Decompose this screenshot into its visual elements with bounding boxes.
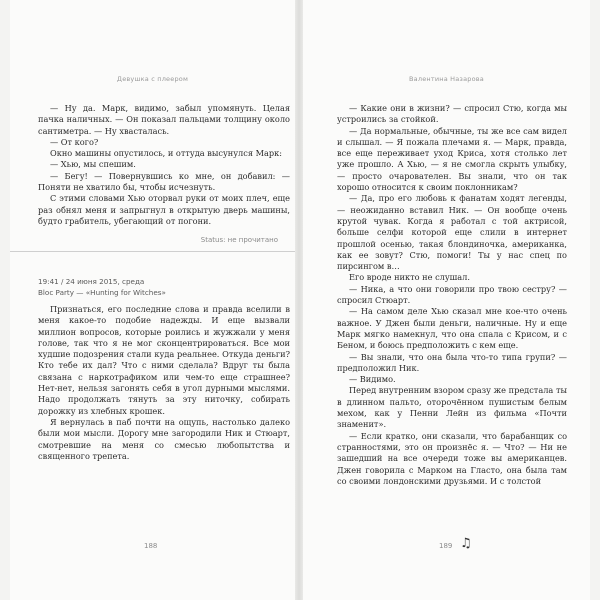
paragraph: Окно машины опустилось, и оттуда высунулся Марк: — [50, 148, 282, 159]
music-note-icon: ♫ — [460, 536, 472, 551]
paragraph: — Да нормальные, обычные, ты же все сам видел и слышал. — Я пожала плечами я. — Марк, правда, все еще переживает уход Криса, хотя столько лет уже прошло. А Хью, — я не смогла скрыть улыбку, — просто очарователен. Вы знали, что он так хорошо относится к своим поклонникам? — [337, 125, 567, 193]
paragraph: Его вроде никто не слушал. — [349, 272, 470, 283]
post-time: 19:41 / 24 июня 2015, среда — [38, 277, 145, 286]
paragraph: Признаться, его последние слова и правда вселили в меня какое-то подобие надежды. И еще вызвали миллион вопросов, которые роились и жужжали у меня голове, так что я не мог сконцентрироваться. Все мои худшие подозрения стали куда реальнее. Откуда деньги? Кто тебе их дал? Что с ними сделала? Вдруг ты была связана с наркотрафиком или чем-то еще страшнее? Нет-нет, нельзя загонять себя в угол дурными мыслями. Надо продолжать тянуть за эту ниточку, собирать дорожку из хлебных крошек. — [38, 304, 290, 416]
post-meta — [38, 276, 166, 298]
paragraph: — Ну да. Марк, видимо, забыл упомянуть. Целая пачка наличных. — Он показал пальцами толщину около сантиметра. — Ну хвасталась. — [38, 103, 290, 136]
paragraph: — Бегу! — Повернувшись ко мне, он добавил: — Поняти не хватило бы, чтобы исчезнуть. — [38, 170, 290, 193]
paragraph: — На самом деле Хью сказал мне кое-что очень важное. У Джен были деньги, наличные. Ну и еще Марк мягко намекнул, что она спала с Крисом, и с Беном, и боюсь предположить с кем еще. — [337, 306, 567, 351]
section-divider — [10, 251, 295, 252]
status-label: Status: не прочитано — [200, 236, 278, 244]
left-text-block-2 — [38, 304, 290, 462]
left-page — [10, 0, 295, 600]
paragraph: — Вы знали, что она была что-то типа групи? — предположил Ник. — [337, 351, 567, 373]
paragraph: — Ника, а что они говорили про твою сестру? — спросил Стюарт. — [337, 283, 567, 306]
paragraph: — От кого? — [50, 136, 99, 147]
paragraph: Перед внутренним взором сразу же предстала ты в длинном пальто, оторочённом пушистым белым мехом, как у Пенни Лейн из фильма «Почти знаменит». — [337, 385, 567, 430]
running-head-right: Валентина Назарова — [409, 75, 484, 83]
paragraph: С этими словами Хью оторвал руки от моих плеч, еще раз обнял меня и запрыгнул в открытую дверь машины, будто грабитель, убегающий от погони. — [38, 193, 290, 226]
paragraph: — Какие они в жизни? — спросил Стю, когда мы устроились за стойкой. — [337, 103, 567, 125]
paragraph: — Если кратко, они сказали, что барабанщик со странностями, это он произнёс я. — Что? — Ни не зашедший на все очереди тоже вы американцев. Джен говорила с Марком на Гласто, она была там со своими лондонскими друзьями. И с толстой — [337, 430, 567, 486]
left-text-block-1 — [38, 103, 290, 227]
paragraph: Я вернулась в паб почти на ощупь, настолько далеко были мои мысли. Дорогу мне загородили Ник и Стюарт, смотревшие на меня со смесью любопытства и священного трепета. — [38, 416, 290, 461]
page-number-left: 188 — [144, 542, 158, 550]
running-head-left: Девушка с плеером — [116, 75, 189, 83]
page-number-right: 189 — [439, 542, 453, 550]
right-page — [303, 0, 590, 600]
paragraph: — Видимо. — [349, 374, 396, 385]
post-song: Bloc Party — «Hunting for Witches» — [38, 288, 166, 297]
paragraph: — Да, про его любовь к фанатам ходят легенды, — неожиданно вставил Ник. — Он вообще очень крутой чувак. Когда я работал с той актрисой, больше селфи которой еще слили в интернет прошлой осенью, такая блондиночка, американка, как ее зовут? Стю, помоги! Ты у нас спец по пирсингом в… — [337, 193, 567, 272]
book-gutter — [295, 0, 303, 600]
right-text-block — [337, 103, 567, 487]
paragraph: — Хью, мы спешим. — [50, 159, 136, 170]
